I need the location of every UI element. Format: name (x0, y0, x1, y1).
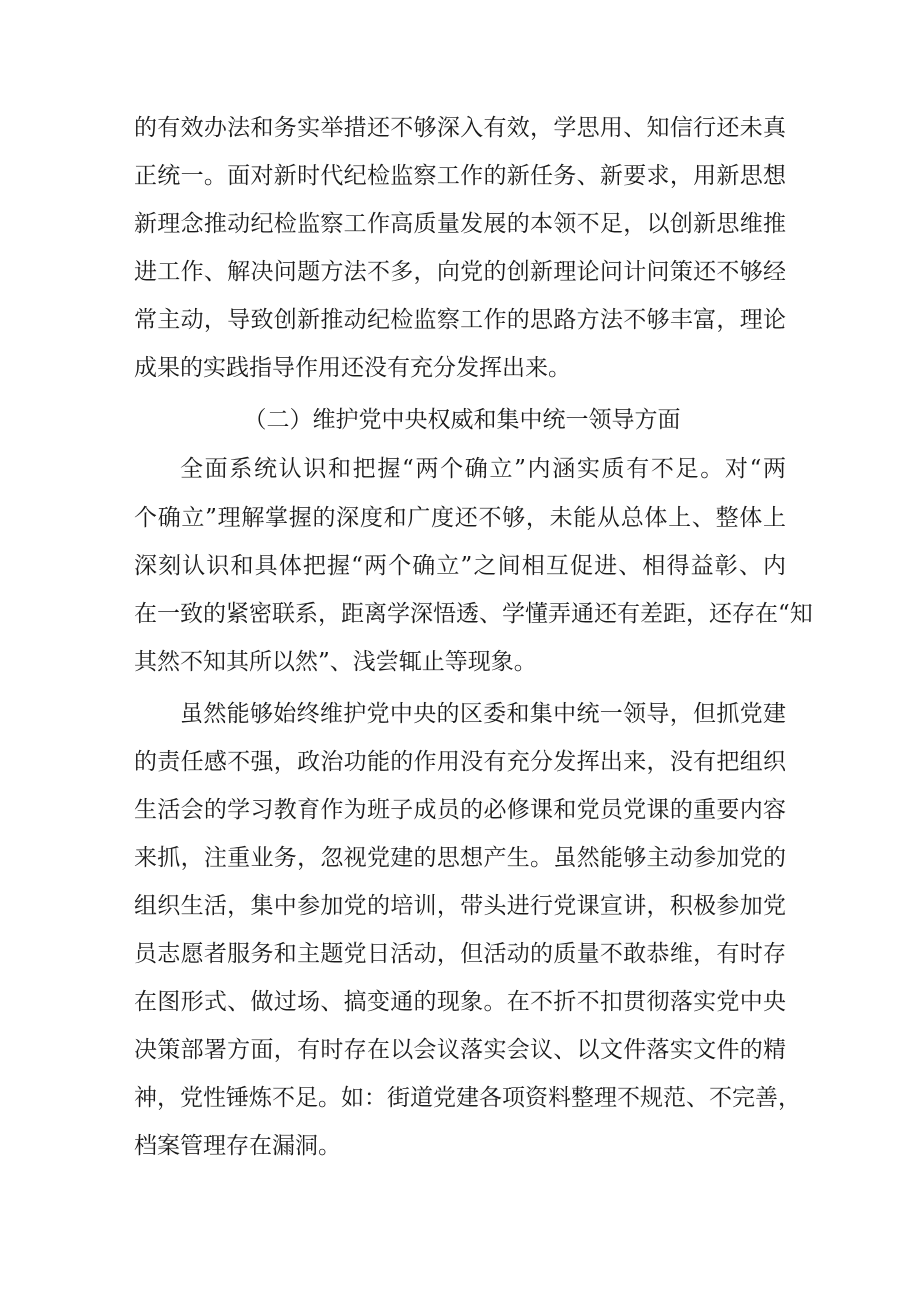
paragraph-line: 成果的实践指导作用还没有充分发挥出来。 (134, 355, 571, 381)
paragraph-line: 生活会的学习教育作为班子成员的必修课和党员党课的重要内容 (134, 797, 786, 823)
paragraph-line: 全面系统认识和把握“两个确立”内涵实质有不足。对“两 (180, 456, 786, 482)
paragraph-line: 其然不知其所以然”、浅尝辄止等现象。 (134, 649, 537, 675)
paragraph-line: 虽然能够始终维护党中央的区委和集中统一领导，但抓党建 (180, 701, 786, 727)
paragraph-line: 正统一。面对新时代纪检监察工作的新任务、新要求，用新思想 (134, 163, 786, 189)
paragraph-line: 进工作、解决问题方法不多，向党的创新理论问计问策还不够经 (134, 259, 786, 285)
paragraph-line: 在图形式、做过场、搞变通的现象。在不折不扣贯彻落实党中央 (134, 989, 786, 1015)
paragraph-line: 员志愿者服务和主题党日活动，但活动的质量不敢恭维，有时存 (134, 941, 786, 967)
paragraph-line: 在一致的紧密联系，距离学深悟透、学懂弄通还有差距，还存在“知 (134, 601, 813, 627)
paragraph-line: 档案管理存在漏洞。 (134, 1133, 341, 1159)
paragraph-line: 常主动，导致创新推动纪检监察工作的思路方法不够丰富，理论 (134, 307, 786, 333)
paragraph-line: 神，党性锤炼不足。如：街道党建各项资料整理不规范、不完善， (134, 1085, 801, 1111)
paragraph-line: 决策部署方面，有时存在以会议落实会议、以文件落实文件的精 (134, 1037, 786, 1063)
paragraph-line: 深刻认识和具体把握“两个确立”之间相互促进、相得益彰、内 (134, 553, 786, 579)
section-heading: （二）维护党中央权威和集中统一领导方面 (243, 407, 681, 433)
paragraph-line: 个确立”理解掌握的深度和广度还不够，未能从总体上、整体上 (134, 505, 786, 531)
paragraph-line: 新理念推动纪检监察工作高质量发展的本领不足，以创新思维推 (134, 211, 786, 237)
paragraph-line: 组织生活，集中参加党的培训，带头进行党课宣讲，积极参加党 (134, 893, 786, 919)
paragraph-line: 来抓，注重业务，忽视党建的思想产生。虽然能够主动参加党的 (134, 845, 786, 871)
paragraph-line: 的有效办法和务实举措还不够深入有效，学思用、知信行还未真 (134, 115, 786, 141)
paragraph-line: 的责任感不强，政治功能的作用没有充分发挥出来，没有把组织 (134, 749, 786, 775)
